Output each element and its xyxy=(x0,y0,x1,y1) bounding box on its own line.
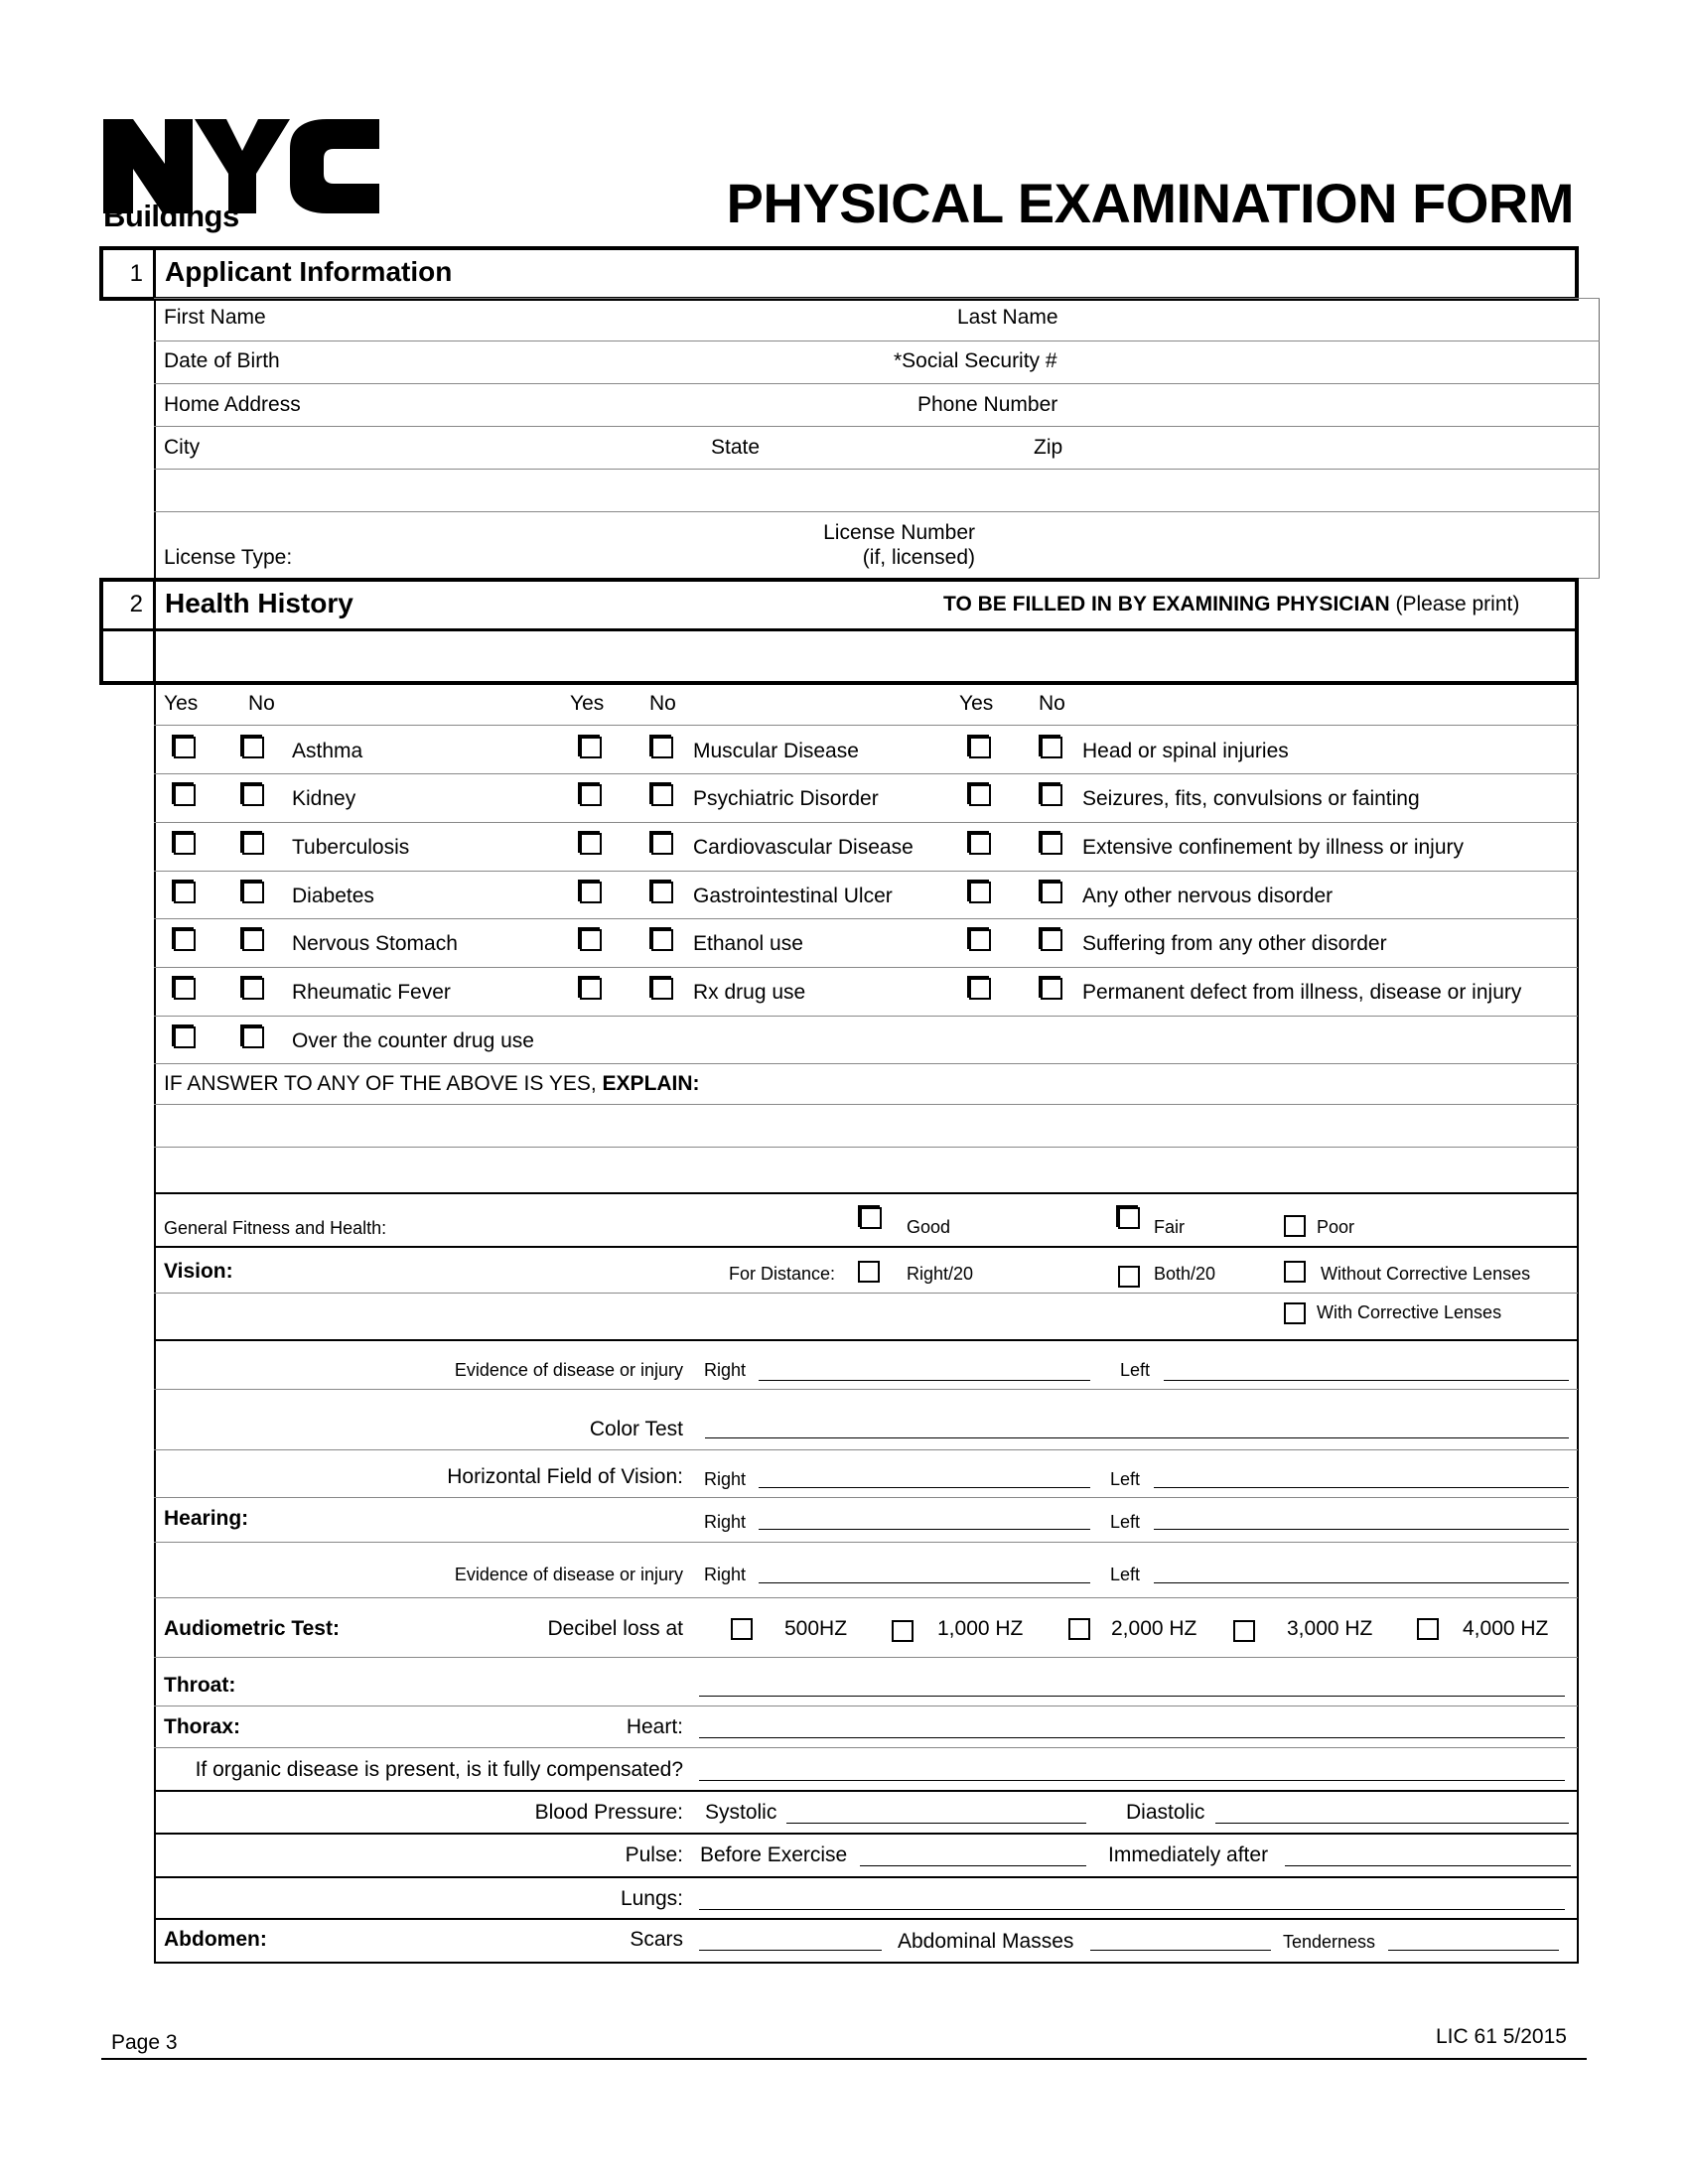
hz-1000-checkbox[interactable] xyxy=(892,1620,914,1642)
decibel-label: Decibel loss at xyxy=(547,1617,683,1640)
hz-4000-checkbox[interactable] xyxy=(1417,1618,1439,1640)
head-or-spinal-injuries-no-checkbox[interactable] xyxy=(1041,737,1062,758)
page-number: Page 3 xyxy=(111,2031,178,2054)
condition-nervous-stomach: Nervous Stomach xyxy=(292,932,458,955)
condition-permanent-defect-from-illness-disease-or-injury: Permanent defect from illness, disease or injury xyxy=(1082,981,1522,1004)
condition-over-the-counter-drug-use: Over the counter drug use xyxy=(292,1029,534,1052)
asthma-yes-checkbox[interactable] xyxy=(174,737,196,758)
with-lenses-checkbox[interactable] xyxy=(1284,1302,1306,1324)
vision-evidence-left-field[interactable] xyxy=(1164,1380,1569,1381)
yes-header-1: Yes xyxy=(164,692,199,715)
abdomen-label: Abdomen: xyxy=(164,1928,267,1951)
explain-label: IF ANSWER TO ANY OF THE ABOVE IS YES, EXPLAIN: xyxy=(164,1072,700,1095)
bp-label: Blood Pressure: xyxy=(534,1801,683,1824)
phone-label: Phone Number xyxy=(917,393,1058,416)
license-number-note: (if, licensed) xyxy=(862,546,975,569)
tuberculosis-no-checkbox[interactable] xyxy=(242,833,264,855)
over-the-counter-drug-use-yes-checkbox[interactable] xyxy=(174,1026,196,1048)
right20-label: Right/20 xyxy=(907,1264,974,1284)
ethanol-use-yes-checkbox[interactable] xyxy=(580,929,602,951)
before-exercise-field[interactable] xyxy=(860,1865,1086,1866)
ethanol-use-no-checkbox[interactable] xyxy=(651,929,673,951)
kidney-no-checkbox[interactable] xyxy=(242,784,264,806)
muscular-disease-yes-checkbox[interactable] xyxy=(580,737,602,758)
section2-number: 2 xyxy=(129,591,143,617)
psychiatric-disorder-no-checkbox[interactable] xyxy=(651,784,673,806)
fair-label: Fair xyxy=(1154,1217,1185,1237)
throat-label: Throat: xyxy=(164,1674,236,1697)
condition-kidney: Kidney xyxy=(292,787,356,810)
both20-label: Both/20 xyxy=(1154,1264,1216,1284)
condition-ethanol-use: Ethanol use xyxy=(693,932,803,955)
without-lenses-checkbox[interactable] xyxy=(1284,1261,1306,1283)
abdominal-masses-field[interactable] xyxy=(1090,1950,1271,1951)
diabetes-no-checkbox[interactable] xyxy=(242,882,264,903)
color-test-field[interactable] xyxy=(705,1437,1569,1438)
condition-psychiatric-disorder: Psychiatric Disorder xyxy=(693,787,879,810)
audiometric-label: Audiometric Test: xyxy=(164,1617,340,1640)
first-name-label: First Name xyxy=(164,306,266,329)
condition-gastrointestinal-ulcer: Gastrointestinal Ulcer xyxy=(693,885,893,907)
yes-header-3: Yes xyxy=(959,692,994,715)
immediately-after-label: Immediately after xyxy=(1108,1843,1269,1866)
state-label: State xyxy=(711,436,761,459)
hearing-label: Hearing: xyxy=(164,1507,249,1530)
vision-evidence-left-label: Left xyxy=(1120,1360,1151,1380)
vision-evidence-right-field[interactable] xyxy=(759,1380,1090,1381)
for-distance-label: For Distance: xyxy=(729,1264,836,1284)
fitness-fair-checkbox[interactable] xyxy=(1118,1207,1140,1229)
suffering-from-any-other-disorder-no-checkbox[interactable] xyxy=(1041,929,1062,951)
seizures-fits-convulsions-or-fainting-yes-checkbox[interactable] xyxy=(969,784,991,806)
form-title: PHYSICAL EXAMINATION FORM xyxy=(726,172,1574,234)
hfield-left-field[interactable] xyxy=(1154,1487,1569,1488)
section1-number: 1 xyxy=(129,260,143,287)
hearing-evidence-left-label: Left xyxy=(1110,1565,1141,1584)
form-code: LIC 61 5/2015 xyxy=(1436,2025,1567,2048)
condition-cardiovascular-disease: Cardiovascular Disease xyxy=(693,836,914,859)
condition-rx-drug-use: Rx drug use xyxy=(693,981,806,1004)
permanent-defect-from-illness-disease-or-injury-yes-checkbox[interactable] xyxy=(969,978,991,1000)
city-label: City xyxy=(164,436,201,459)
vision-evidence-label: Evidence of disease or injury xyxy=(454,1360,683,1380)
with-lenses-label: With Corrective Lenses xyxy=(1317,1302,1502,1322)
svg-text:TM: TM xyxy=(363,122,374,129)
no-header-3: No xyxy=(1039,692,1065,715)
horizontal-field-label: Horizontal Field of Vision: xyxy=(447,1465,683,1488)
diabetes-yes-checkbox[interactable] xyxy=(174,882,196,903)
condition-any-other-nervous-disorder: Any other nervous disorder xyxy=(1082,885,1334,907)
diastolic-field[interactable] xyxy=(1215,1823,1569,1824)
any-other-nervous-disorder-yes-checkbox[interactable] xyxy=(969,882,991,903)
psychiatric-disorder-yes-checkbox[interactable] xyxy=(580,784,602,806)
hz-2000-checkbox[interactable] xyxy=(1068,1618,1090,1640)
hz-500-checkbox[interactable] xyxy=(731,1618,753,1640)
dob-label: Date of Birth xyxy=(164,349,280,372)
fitness-good-checkbox[interactable] xyxy=(860,1207,882,1229)
fitness-poor-checkbox[interactable] xyxy=(1284,1215,1306,1237)
throat-field[interactable] xyxy=(699,1696,1565,1697)
condition-suffering-from-any-other-disorder: Suffering from any other disorder xyxy=(1082,932,1387,955)
any-other-nervous-disorder-no-checkbox[interactable] xyxy=(1041,882,1062,903)
tuberculosis-yes-checkbox[interactable] xyxy=(174,833,196,855)
gastrointestinal-ulcer-yes-checkbox[interactable] xyxy=(580,882,602,903)
hz-3000-checkbox[interactable] xyxy=(1233,1620,1255,1642)
scars-label: Scars xyxy=(630,1928,683,1951)
tenderness-field[interactable] xyxy=(1388,1950,1559,1951)
immediately-after-field[interactable] xyxy=(1285,1865,1571,1866)
poor-label: Poor xyxy=(1317,1217,1355,1237)
hz-4000-label: 4,000 HZ xyxy=(1463,1617,1549,1640)
rheumatic-fever-no-checkbox[interactable] xyxy=(242,978,264,1000)
seizures-fits-convulsions-or-fainting-no-checkbox[interactable] xyxy=(1041,784,1062,806)
hearing-left-field[interactable] xyxy=(1154,1529,1569,1530)
rx-drug-use-no-checkbox[interactable] xyxy=(651,978,673,1000)
organic-field[interactable] xyxy=(699,1780,1565,1781)
distance-right-checkbox[interactable] xyxy=(858,1261,880,1283)
hearing-evidence-right-field[interactable] xyxy=(759,1582,1090,1583)
condition-diabetes: Diabetes xyxy=(292,885,374,907)
suffering-from-any-other-disorder-yes-checkbox[interactable] xyxy=(969,929,991,951)
hearing-evidence-right-label: Right xyxy=(704,1565,747,1584)
systolic-field[interactable] xyxy=(786,1823,1086,1824)
hfield-right-field[interactable] xyxy=(759,1487,1090,1488)
distance-both-checkbox[interactable] xyxy=(1118,1266,1140,1288)
asthma-no-checkbox[interactable] xyxy=(242,737,264,758)
organic-label: If organic disease is present, is it fully compensated? xyxy=(195,1758,683,1781)
zip-label: Zip xyxy=(1034,436,1063,459)
hearing-left-label: Left xyxy=(1110,1512,1141,1532)
rheumatic-fever-yes-checkbox[interactable] xyxy=(174,978,196,1000)
abdominal-masses-label: Abdominal Masses xyxy=(898,1930,1074,1953)
over-the-counter-drug-use-no-checkbox[interactable] xyxy=(242,1026,264,1048)
general-fitness-label: General Fitness and Health: xyxy=(164,1218,387,1238)
condition-muscular-disease: Muscular Disease xyxy=(693,740,859,762)
scars-field[interactable] xyxy=(699,1950,882,1951)
hearing-evidence-left-field[interactable] xyxy=(1154,1582,1569,1583)
kidney-yes-checkbox[interactable] xyxy=(174,784,196,806)
condition-rheumatic-fever: Rheumatic Fever xyxy=(292,981,451,1004)
home-address-label: Home Address xyxy=(164,393,301,416)
pulse-label: Pulse: xyxy=(625,1843,683,1866)
gastrointestinal-ulcer-no-checkbox[interactable] xyxy=(651,882,673,903)
permanent-defect-from-illness-disease-or-injury-no-checkbox[interactable] xyxy=(1041,978,1062,1000)
before-exercise-label: Before Exercise xyxy=(700,1843,848,1866)
hz-1000-label: 1,000 HZ xyxy=(937,1617,1024,1640)
condition-tuberculosis: Tuberculosis xyxy=(292,836,410,859)
diastolic-label: Diastolic xyxy=(1126,1801,1205,1824)
hearing-evidence-label: Evidence of disease or injury xyxy=(454,1565,683,1584)
thorax-label: Thorax: xyxy=(164,1715,241,1738)
section2-title: Health History xyxy=(165,588,353,618)
condition-head-or-spinal-injuries: Head or spinal injuries xyxy=(1082,740,1289,762)
no-header-1: No xyxy=(248,692,275,715)
physician-instruction: TO BE FILLED IN BY EXAMINING PHYSICIAN (Please print) xyxy=(943,593,1520,615)
cardiovascular-disease-no-checkbox[interactable] xyxy=(651,833,673,855)
hz-2000-label: 2,000 HZ xyxy=(1111,1617,1197,1640)
heart-field[interactable] xyxy=(699,1737,1565,1738)
color-test-label: Color Test xyxy=(589,1418,683,1440)
hfield-right-label: Right xyxy=(704,1469,747,1489)
yes-header-2: Yes xyxy=(570,692,605,715)
hz-3000-label: 3,000 HZ xyxy=(1287,1617,1373,1640)
extensive-confinement-by-illness-or-injury-no-checkbox[interactable] xyxy=(1041,833,1062,855)
vision-label: Vision: xyxy=(164,1260,233,1283)
without-lenses-label: Without Corrective Lenses xyxy=(1321,1264,1531,1284)
rx-drug-use-yes-checkbox[interactable] xyxy=(580,978,602,1000)
no-header-2: No xyxy=(649,692,676,715)
license-type-label: License Type: xyxy=(164,546,293,569)
good-label: Good xyxy=(907,1217,951,1237)
nervous-stomach-yes-checkbox[interactable] xyxy=(174,929,196,951)
hearing-right-label: Right xyxy=(704,1512,747,1532)
lungs-field[interactable] xyxy=(699,1909,1565,1910)
head-or-spinal-injuries-yes-checkbox[interactable] xyxy=(969,737,991,758)
hfield-left-label: Left xyxy=(1110,1469,1141,1489)
systolic-label: Systolic xyxy=(705,1801,777,1824)
nervous-stomach-no-checkbox[interactable] xyxy=(242,929,264,951)
vision-evidence-right-label: Right xyxy=(704,1360,747,1380)
ssn-label: *Social Security # xyxy=(894,349,1057,372)
hearing-right-field[interactable] xyxy=(759,1529,1090,1530)
cardiovascular-disease-yes-checkbox[interactable] xyxy=(580,833,602,855)
condition-extensive-confinement-by-illness-or-injury: Extensive confinement by illness or injury xyxy=(1082,836,1465,859)
last-name-label: Last Name xyxy=(957,306,1058,329)
muscular-disease-no-checkbox[interactable] xyxy=(651,737,673,758)
heart-label: Heart: xyxy=(626,1715,683,1738)
extensive-confinement-by-illness-or-injury-yes-checkbox[interactable] xyxy=(969,833,991,855)
condition-asthma: Asthma xyxy=(292,740,363,762)
agency-name: Buildings xyxy=(103,199,239,233)
section1-title: Applicant Information xyxy=(165,256,453,287)
lungs-label: Lungs: xyxy=(620,1887,683,1910)
condition-seizures-fits-convulsions-or-fainting: Seizures, fits, convulsions or fainting xyxy=(1082,787,1420,810)
tenderness-label: Tenderness xyxy=(1283,1932,1376,1952)
license-number-label: License Number xyxy=(823,521,975,544)
hz-500-label: 500HZ xyxy=(784,1617,848,1640)
